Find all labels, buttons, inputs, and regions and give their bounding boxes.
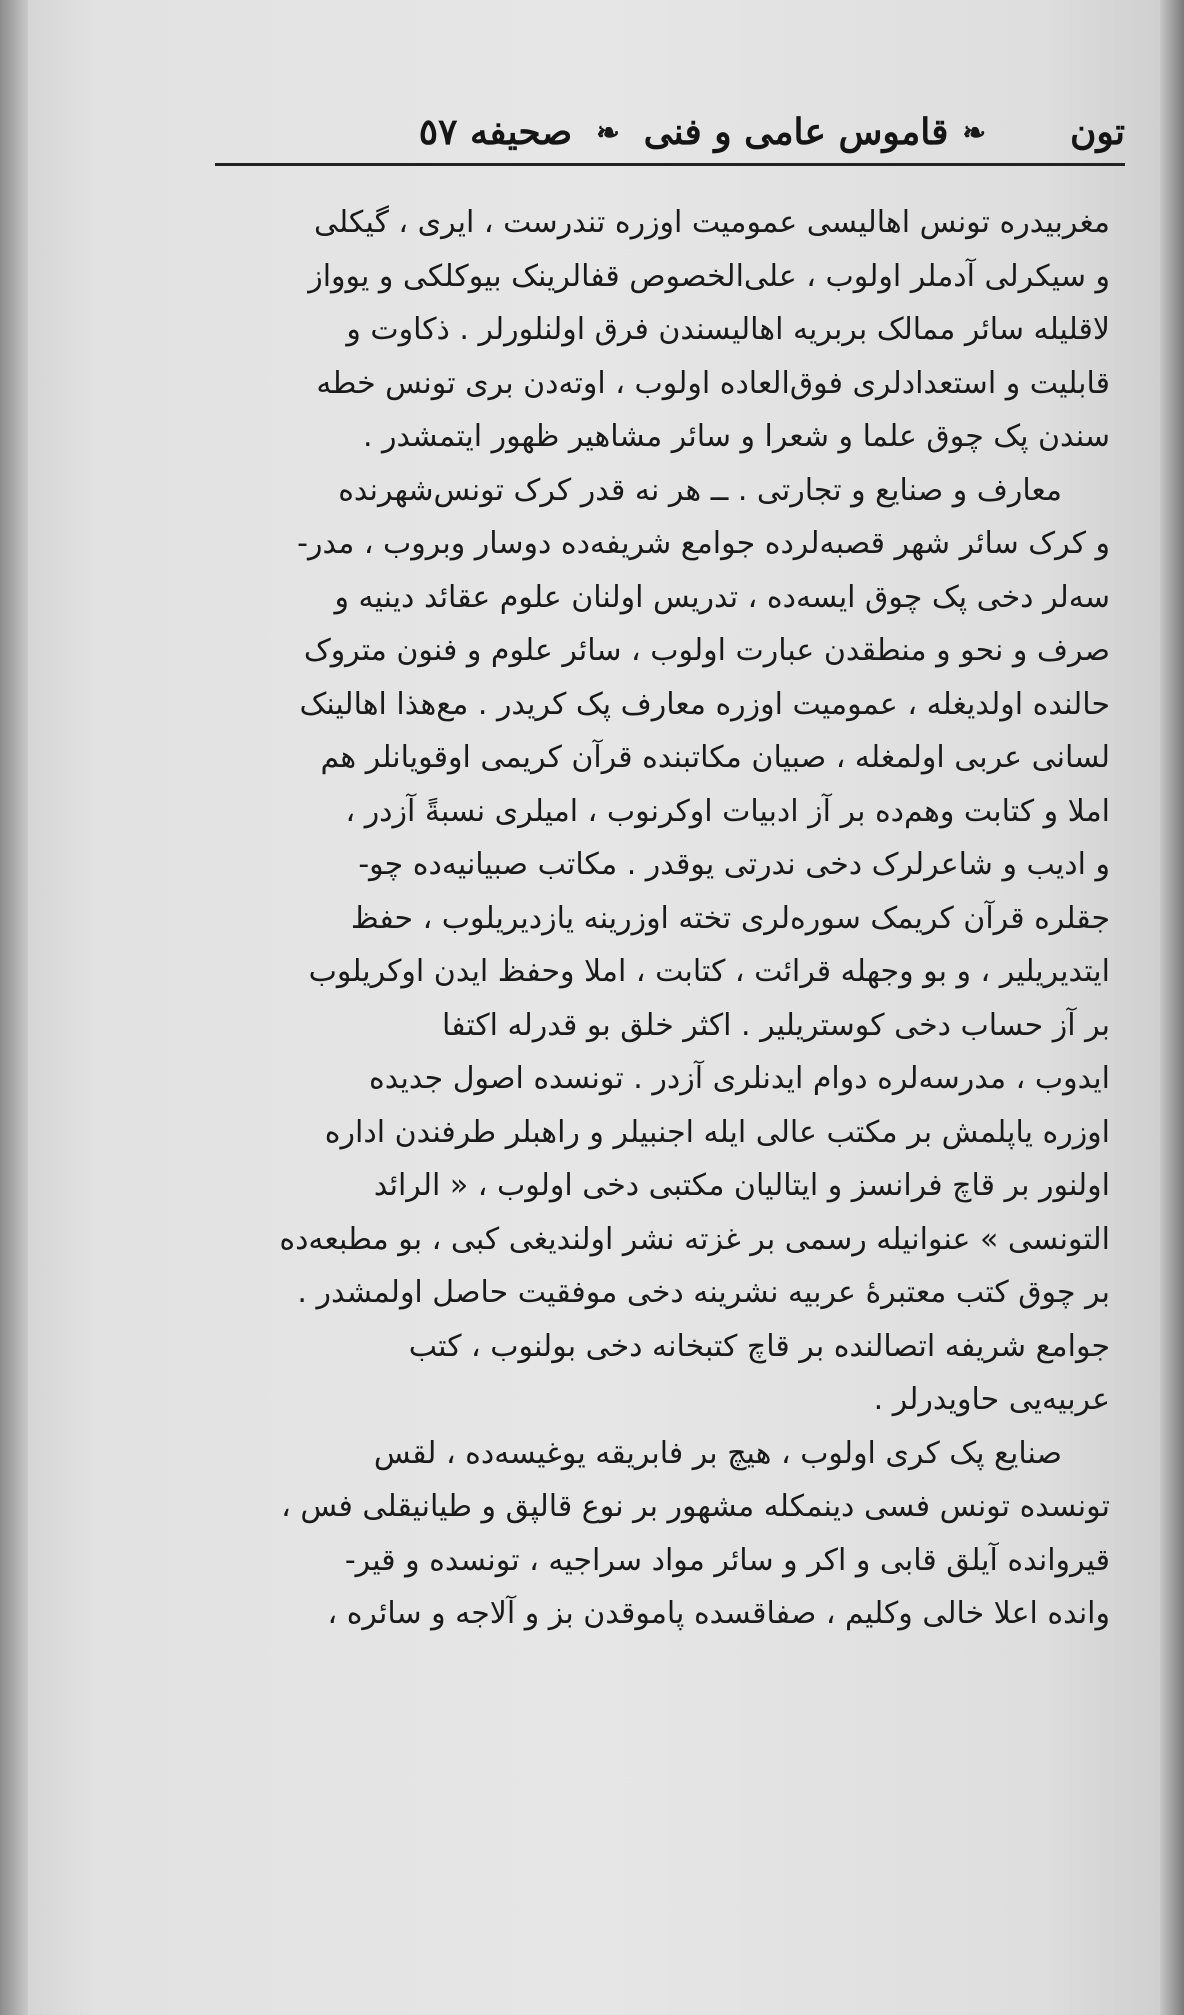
text-line: و ادیب و شاعرلرک دخی ندرتی یوقدر . مکاتب صبیانیه‌ده چو- bbox=[358, 847, 1110, 882]
header-entry-word: تون bbox=[1069, 111, 1125, 153]
text-line: سندن پک چوق علما و شعرا و سائر مشاهیر ظهور ایتمشدر . bbox=[362, 419, 1110, 454]
text-line: اولنور بر قاچ فرانسز و ایتالیان مکتبی دخی اولوب ، « الرائد bbox=[373, 1168, 1110, 1203]
text-line: ایتدیریلیر ، و بو وجهله قرائت ، کتابت ، املا وحفظ ایدن اوکریلوب bbox=[308, 954, 1110, 989]
body-text bbox=[195, 196, 1110, 1641]
text-line: لاقلیله سائر ممالک بربریه اهالیسندن فرق اولنلورلر . ذکاوت و bbox=[346, 312, 1110, 347]
text-line: التونسی » عنوانیله رسمی بر غزته نشر اولندیغی کبی ، بو مطبعه‌ده bbox=[279, 1221, 1110, 1257]
ornament-left-icon: ❧ bbox=[596, 115, 620, 149]
text-line: تونسده تونس فسی دینمکله مشهور بر نوع قالپق و طیانیقلی فس ، bbox=[281, 1489, 1110, 1524]
text-line: قیروانده آیلق قابی و اکر و سائر مواد سراجیه ، تونسده و قیر- bbox=[344, 1542, 1110, 1578]
header-page-number: صحیفه ٥٧ bbox=[418, 111, 573, 153]
text-line: وانده اعلا خالی وکلیم ، صفاقسده پاموقدن بز و آلاجه و سائره ، bbox=[327, 1596, 1110, 1631]
text-line: و سیکرلی آدملر اولوب ، علی‌الخصوص قفالرینک بیوکلکی و یوواز bbox=[308, 258, 1110, 294]
text-line: عربیه‌یی حاویدرلر . bbox=[873, 1382, 1110, 1417]
text-line: املا و کتابت وهم‌ده بر آز ادبیات اوکرنوب ، امیلری نسبةً آزدر ، bbox=[345, 793, 1110, 829]
text-line: صنایع پک کری اولوب ، هیچ بر فابریقه یوغیسه‌ده ، لقس bbox=[373, 1435, 1062, 1471]
scan-left-edge bbox=[0, 0, 28, 2015]
running-header bbox=[215, 102, 1125, 162]
text-line: اوزره یاپلمش بر مکتب عالی ایله اجنبیلر و راهبلر طرفندن اداره bbox=[324, 1114, 1110, 1150]
text-line: و کرک سائر شهر قصبه‌لرده جوامع شریفه‌ده دوسار وبروب ، مدر- bbox=[297, 526, 1110, 561]
header-title: قاموس عامی و فنی bbox=[643, 111, 949, 153]
text-line: ایدوب ، مدرسه‌لره دوام ایدنلری آزدر . تونسده اصول جدیده bbox=[369, 1061, 1110, 1096]
text-line: حالنده اولدیغله ، عمومیت اوزره معارف پک کریدر . مع‌هذا اهالینک bbox=[299, 686, 1110, 722]
text-line: مغربیدره تونس اهالیسی عمومیت اوزره تندرست ، ایری ، گیکلی bbox=[314, 205, 1110, 240]
text-line: لسانی عربی اولمغله ، صبیان مکاتبنده قرآن کریمی اوقویانلر هم bbox=[320, 740, 1110, 775]
text-line: جوامع شریفه اتصالنده بر قاچ کتبخانه دخی بولنوب ، کتب bbox=[408, 1328, 1110, 1364]
ornament-right-icon: ❧ bbox=[962, 115, 986, 149]
text-line: بر آز حساب دخی کوستریلیر . اکثر خلق بو قدرله اکتفا bbox=[442, 1007, 1110, 1043]
scan-right-edge bbox=[1160, 0, 1184, 2015]
text-line: سه‌لر دخی پک چوق ایسه‌ده ، تدریس اولنان علوم عقائد دینیه و bbox=[334, 579, 1110, 615]
text-line: معارف و صنایع و تجارتی . ــ هر نه قدر کرک تونس‌شهرنده bbox=[338, 472, 1062, 508]
header-rule bbox=[215, 163, 1125, 166]
text-line: بر چوق کتب معتبرهٔ عربیه نشرینه دخی موفقیت حاصل اولمشدر . bbox=[297, 1275, 1110, 1310]
text-line: جقلره قرآن کریمک سوره‌لری تخته اوزرینه یازدیریلوب ، حفظ bbox=[350, 900, 1110, 936]
text-line: قابلیت و استعدادلری فوق‌العاده اولوب ، اوته‌دن بری تونس خطه bbox=[316, 365, 1110, 401]
text-line: صرف و نحو و منطقدن عبارت اولوب ، سائر علوم و فنون متروک bbox=[303, 633, 1110, 668]
